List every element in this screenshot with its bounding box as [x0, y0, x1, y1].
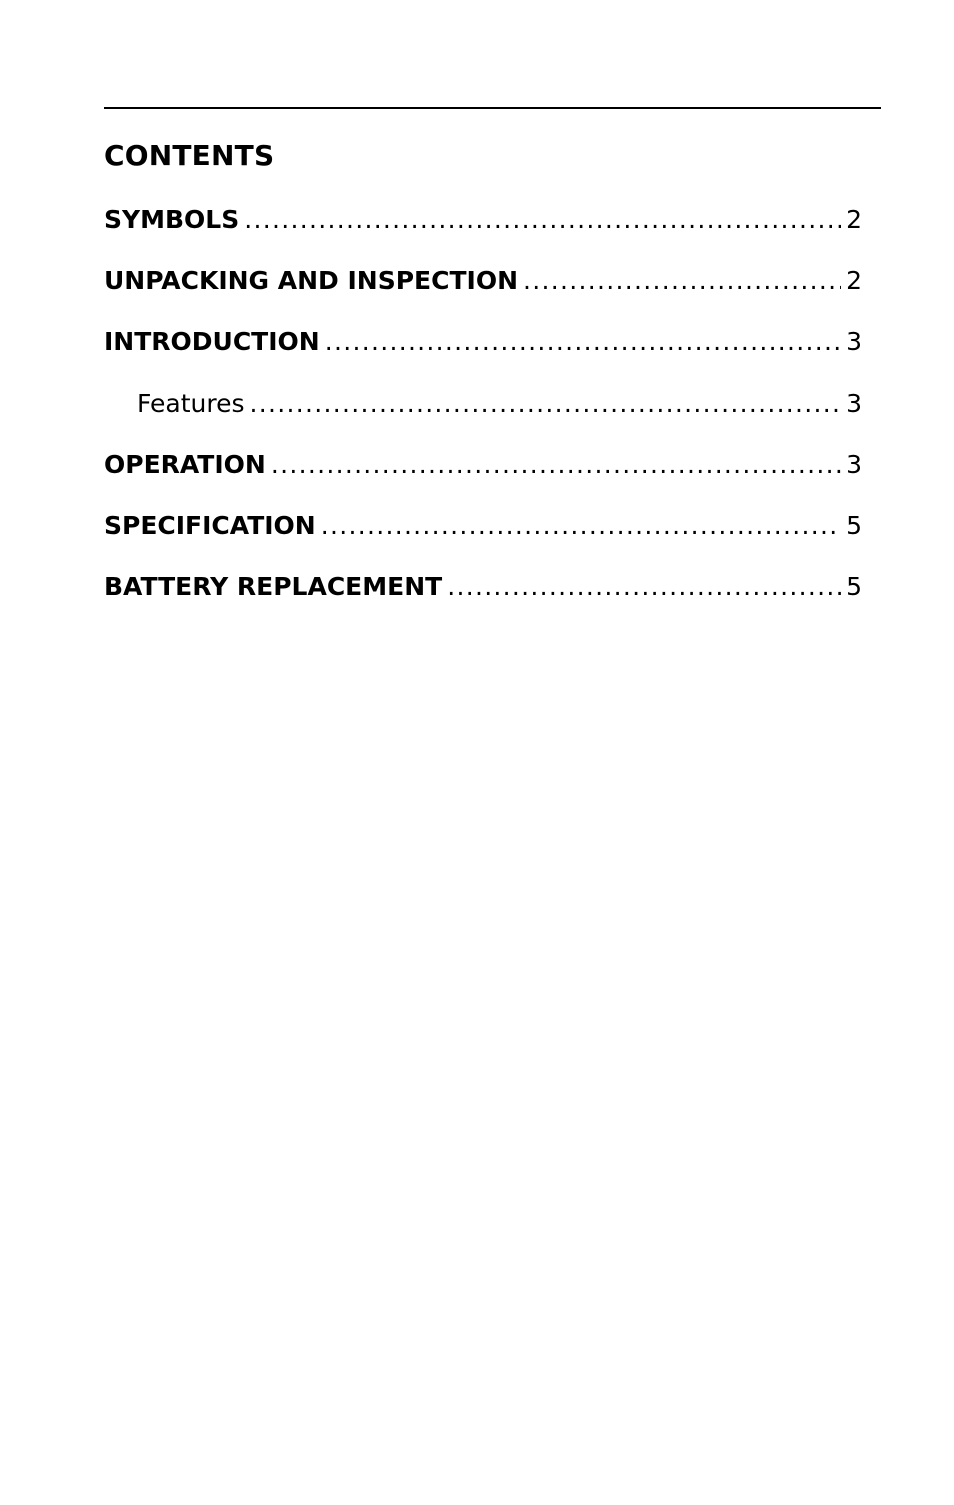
toc-dot-leader: [271, 445, 841, 485]
toc-page-number: 5: [846, 572, 862, 602]
toc-entry-label: SYMBOLS: [104, 205, 240, 234]
toc-entry-features[interactable]: [104, 384, 862, 445]
table-of-contents: [104, 200, 862, 628]
toc-entry-label: OPERATION: [104, 449, 266, 479]
toc-entry-label: SPECIFICATION: [104, 510, 316, 540]
toc-entry-label: Features: [137, 388, 245, 418]
toc-entry-operation[interactable]: [104, 445, 862, 506]
toc-entry-label: UNPACKING AND INSPECTION: [104, 266, 519, 296]
header-rule: [104, 107, 881, 109]
toc-dot-leader: [321, 506, 841, 546]
toc-page-number: 3: [846, 449, 862, 479]
toc-dot-leader: [250, 384, 842, 424]
page-title: CONTENTS: [104, 139, 275, 172]
toc-page-number: 3: [846, 327, 862, 357]
toc-page-number: 2: [846, 266, 862, 296]
toc-dot-leader: [244, 200, 841, 240]
toc-entry-symbols[interactable]: [104, 200, 862, 261]
toc-page-number: 3: [846, 388, 862, 418]
toc-entry-specification[interactable]: [104, 506, 862, 567]
toc-page-number: 2: [846, 205, 862, 234]
toc-entry-label: INTRODUCTION: [104, 327, 320, 357]
toc-page-number: 5: [846, 510, 862, 540]
toc-entry-unpacking-and-inspection[interactable]: [104, 261, 862, 322]
toc-dot-leader: [447, 567, 841, 607]
toc-dot-leader: [523, 261, 841, 301]
toc-entry-introduction[interactable]: [104, 322, 862, 383]
toc-entry-label: BATTERY REPLACEMENT: [104, 572, 443, 602]
toc-entry-battery-replacement[interactable]: [104, 567, 862, 628]
toc-dot-leader: [325, 322, 841, 362]
